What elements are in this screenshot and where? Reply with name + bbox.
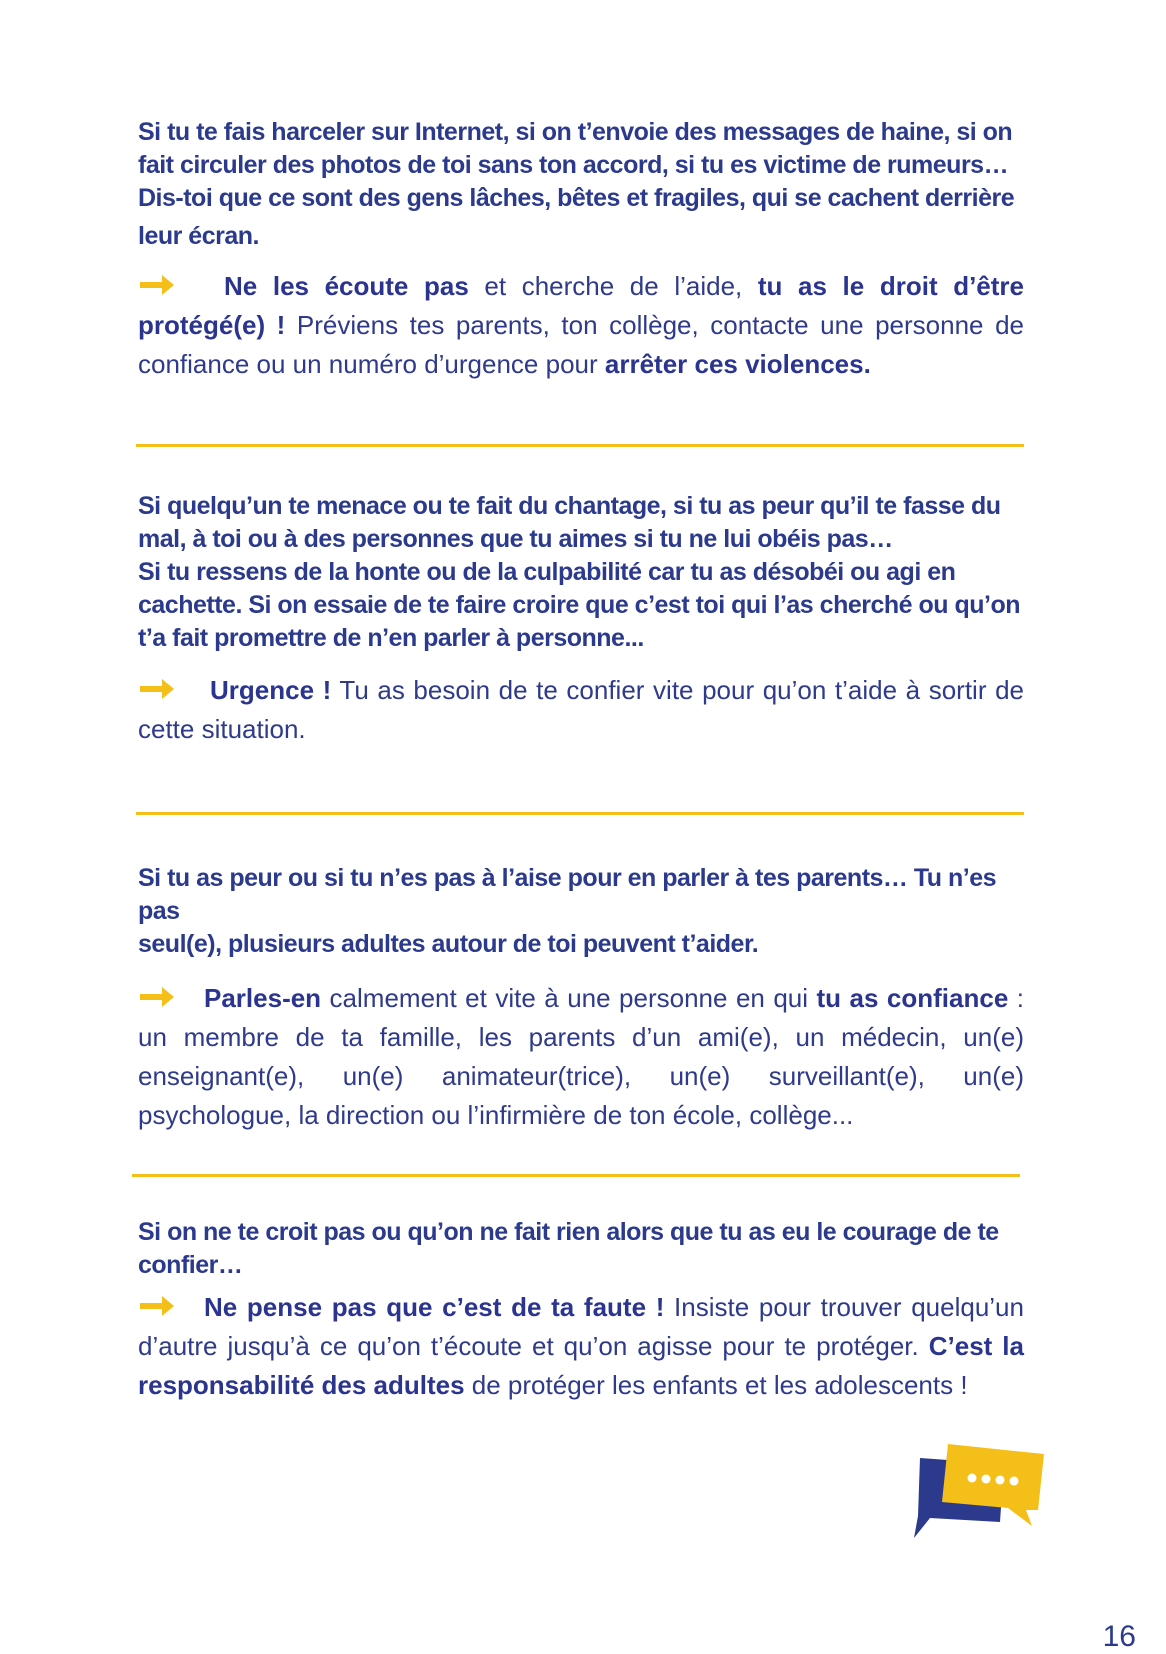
intro-line: Si tu te fais harceler sur Internet, si on t’envoie des messages de haine, si on — [138, 118, 1013, 146]
advice-bold: tu as confiance — [816, 983, 1009, 1013]
advice-text: Tu as besoin de te confier vite pour qu’on t’aide à sortir de cette situation. — [138, 675, 1025, 744]
page-number: 16 — [1102, 1620, 1136, 1653]
divider — [136, 812, 1024, 815]
advice-text: et cherche de l’aide, — [468, 271, 758, 301]
advice-bold: Urgence ! — [210, 675, 332, 705]
intro-line: mal, à toi ou à des personnes que tu aimes si tu ne lui obéis pas… — [138, 525, 893, 553]
section-intro — [138, 490, 1024, 655]
arrow-right-icon — [138, 984, 176, 1010]
advice-text: de protéger les enfants et les adolescents ! — [464, 1370, 968, 1400]
advice-bold: arrêter ces violences. — [604, 349, 871, 379]
advice-bold: Ne pense pas que c’est de ta faute ! — [204, 1292, 665, 1322]
section-intro — [138, 1216, 1024, 1282]
intro-line: Si tu as peur ou si tu n’es pas à l’aise pour en parler à tes parents… Tu n’es pas — [138, 864, 997, 925]
section-advice — [138, 671, 1024, 749]
divider — [136, 444, 1024, 447]
advice-bold: Ne les écoute pas — [224, 271, 469, 301]
advice-text: Préviens tes parents, ton collège, contacte une personne de confiance ou un numéro d’urgence pour — [138, 310, 1024, 379]
arrow-right-icon — [138, 272, 176, 298]
intro-line: Si tu ressens de la honte ou de la culpabilité car tu as désobéi ou agi en — [138, 558, 956, 586]
intro-line: Si quelqu’un te menace ou te fait du chantage, si tu as peur qu’il te fasse du — [138, 492, 1001, 520]
advice-text: Insiste pour trouver quelqu’un d’autre jusqu’à ce qu’on t’écoute et qu’on agisse pour te protéger. — [138, 1292, 1024, 1361]
section-advice — [138, 1288, 1024, 1405]
intro-line: Dis-toi que ce sont des gens lâches, bêtes et fragiles, qui se cachent derrière — [138, 184, 1015, 212]
advice-text: : un membre de ta famille, les parents d’un ami(e), un médecin, un(e) enseignant(e), un(e) animateur(trice), un(e) surveillant(e), un(e) psychologue, la direction ou l’infirmière de ton école, collège... — [138, 983, 1024, 1130]
section-not-believed — [138, 1216, 1024, 1405]
arrow-right-icon — [138, 676, 176, 702]
section-trusted-adults — [138, 862, 1024, 1135]
intro-line: cachette. Si on essaie de te faire croire que c’est toi qui l’as cherché ou qu’on — [138, 591, 1021, 619]
intro-line: t’a fait promettre de n’en parler à personne... — [138, 624, 644, 652]
arrow-right-icon — [138, 1293, 176, 1319]
section-intro — [138, 862, 1024, 961]
intro-line: fait circuler des photos de toi sans ton accord, si tu es victime de rumeurs… — [138, 151, 1009, 179]
advice-bold: Parles-en — [204, 983, 322, 1013]
intro-line: Si on ne te croit pas ou qu’on ne fait rien alors que tu as eu le courage de te — [138, 1218, 999, 1246]
section-threats — [138, 490, 1024, 749]
section-advice — [138, 267, 1024, 384]
advice-bold: C’est la responsabilité des adultes — [138, 1331, 1024, 1400]
section-internet-harassment — [138, 116, 1024, 384]
intro-line: leur écran. — [138, 222, 259, 250]
section-intro — [138, 116, 1024, 253]
advice-bold: tu as le droit d’être protégé(e) ! — [138, 271, 1025, 340]
section-advice — [138, 979, 1024, 1135]
advice-text: calmement et vite à une personne en qui — [321, 983, 817, 1013]
intro-line: confier… — [138, 1251, 243, 1279]
divider — [132, 1174, 1020, 1177]
speech-bubbles-icon — [908, 1440, 1046, 1540]
intro-line: seul(e), plusieurs adultes autour de toi peuvent t’aider. — [138, 930, 759, 958]
